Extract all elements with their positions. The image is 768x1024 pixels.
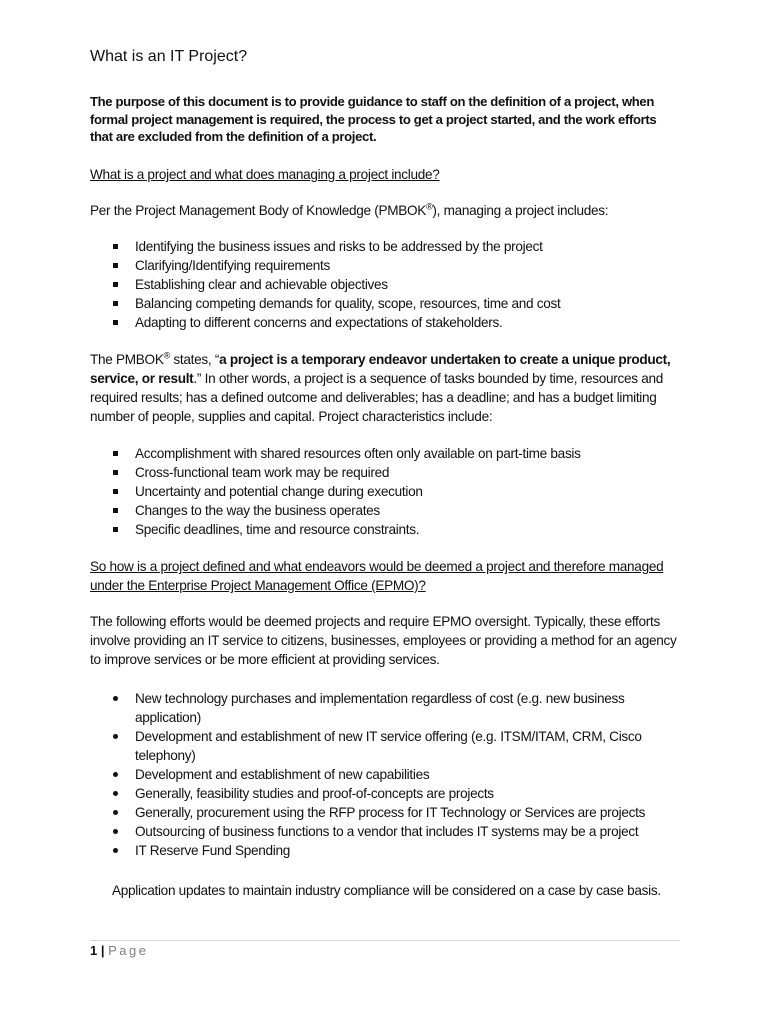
list-item: Generally, feasibility studies and proof-of-concepts are projects (90, 784, 690, 803)
footer-divider (90, 940, 680, 941)
registered-mark: ® (426, 201, 433, 212)
list-item: Generally, procurement using the RFP process for IT Technology or Services are projects (90, 803, 690, 822)
document-page (90, 0, 690, 1024)
list-item: Changes to the way the business operates (90, 501, 690, 520)
pmbok-lead-before: Per the Project Management Body of Knowledge (PMBOK (90, 203, 427, 218)
list-item: IT Reserve Fund Spending (90, 841, 690, 860)
list-item: Accomplishment with shared resources often only available on part-time basis (90, 444, 690, 463)
list-item: Establishing clear and achievable objectives (90, 275, 690, 294)
section-heading-project-defined: So how is a project defined and what endeavors would be deemed a project and therefore managed under the Enterprise Project Management Office (EPMO)? (90, 559, 664, 593)
list-item: Cross-functional team work may be required (90, 463, 690, 482)
list-item: Clarifying/Identifying requirements (90, 256, 690, 275)
definition-prefix: The PMBOK (90, 352, 164, 367)
list-item: Identifying the business issues and risks to be addressed by the project (90, 237, 690, 256)
list-item: Development and establishment of new IT service offering (e.g. ITSM/ITAM, CRM, Cisco telephony) (90, 727, 690, 765)
managing-project-list (90, 237, 690, 332)
page-label: Page (108, 943, 149, 958)
list-item: Development and establishment of new capabilities (90, 765, 690, 784)
list-item: Specific deadlines, time and resource constraints. (90, 520, 690, 539)
pmbok-lead-paragraph (90, 201, 680, 220)
page-footer (90, 943, 148, 958)
closing-paragraph: Application updates to maintain industry compliance will be considered on a case by case basis. (112, 883, 661, 898)
list-item: New technology purchases and implementation regardless of cost (e.g. new business application) (90, 689, 690, 727)
intro-paragraph: The purpose of this document is to provide guidance to staff on the definition of a project, when formal project management is required, the process to get a project started, and the work efforts that are excluded from the definition of a project. (90, 94, 657, 144)
definition-rest: .” In other words, a project is a sequence of tasks bounded by time, resources and required results; has a defined outcome and deliverables; has a deadline; and has a budget limiting number of people, supplies and capital. Project characteristics include: (90, 371, 663, 424)
deemed-projects-list (90, 689, 690, 860)
project-characteristics-list (90, 444, 690, 539)
pmbok-lead-after: ), managing a project includes: (432, 203, 609, 218)
list-item: Uncertainty and potential change during execution (90, 482, 690, 501)
list-item: Outsourcing of business functions to a vendor that includes IT systems may be a project (90, 822, 690, 841)
project-definition-paragraph (90, 350, 680, 426)
epmo-oversight-paragraph: The following efforts would be deemed projects and require EPMO oversight. Typically, these efforts involve providing an IT service to citizens, businesses, employees or providing a method for an agency to improve services or be more efficient at providing services. (90, 614, 677, 667)
footer-separator: | (97, 943, 109, 958)
list-item: Adapting to different concerns and expectations of stakeholders. (90, 313, 690, 332)
registered-mark: ® (163, 350, 170, 361)
document-title: What is an IT Project? (90, 48, 248, 65)
definition-bold-quote: a project is a temporary endeavor undertaken to create a unique product, service, or result (90, 352, 671, 386)
section-heading-what-is-project: What is a project and what does managing a project include? (90, 167, 440, 182)
definition-states: states, “ (169, 352, 220, 367)
page-number: 1 (90, 943, 98, 958)
list-item: Balancing competing demands for quality, scope, resources, time and cost (90, 294, 690, 313)
